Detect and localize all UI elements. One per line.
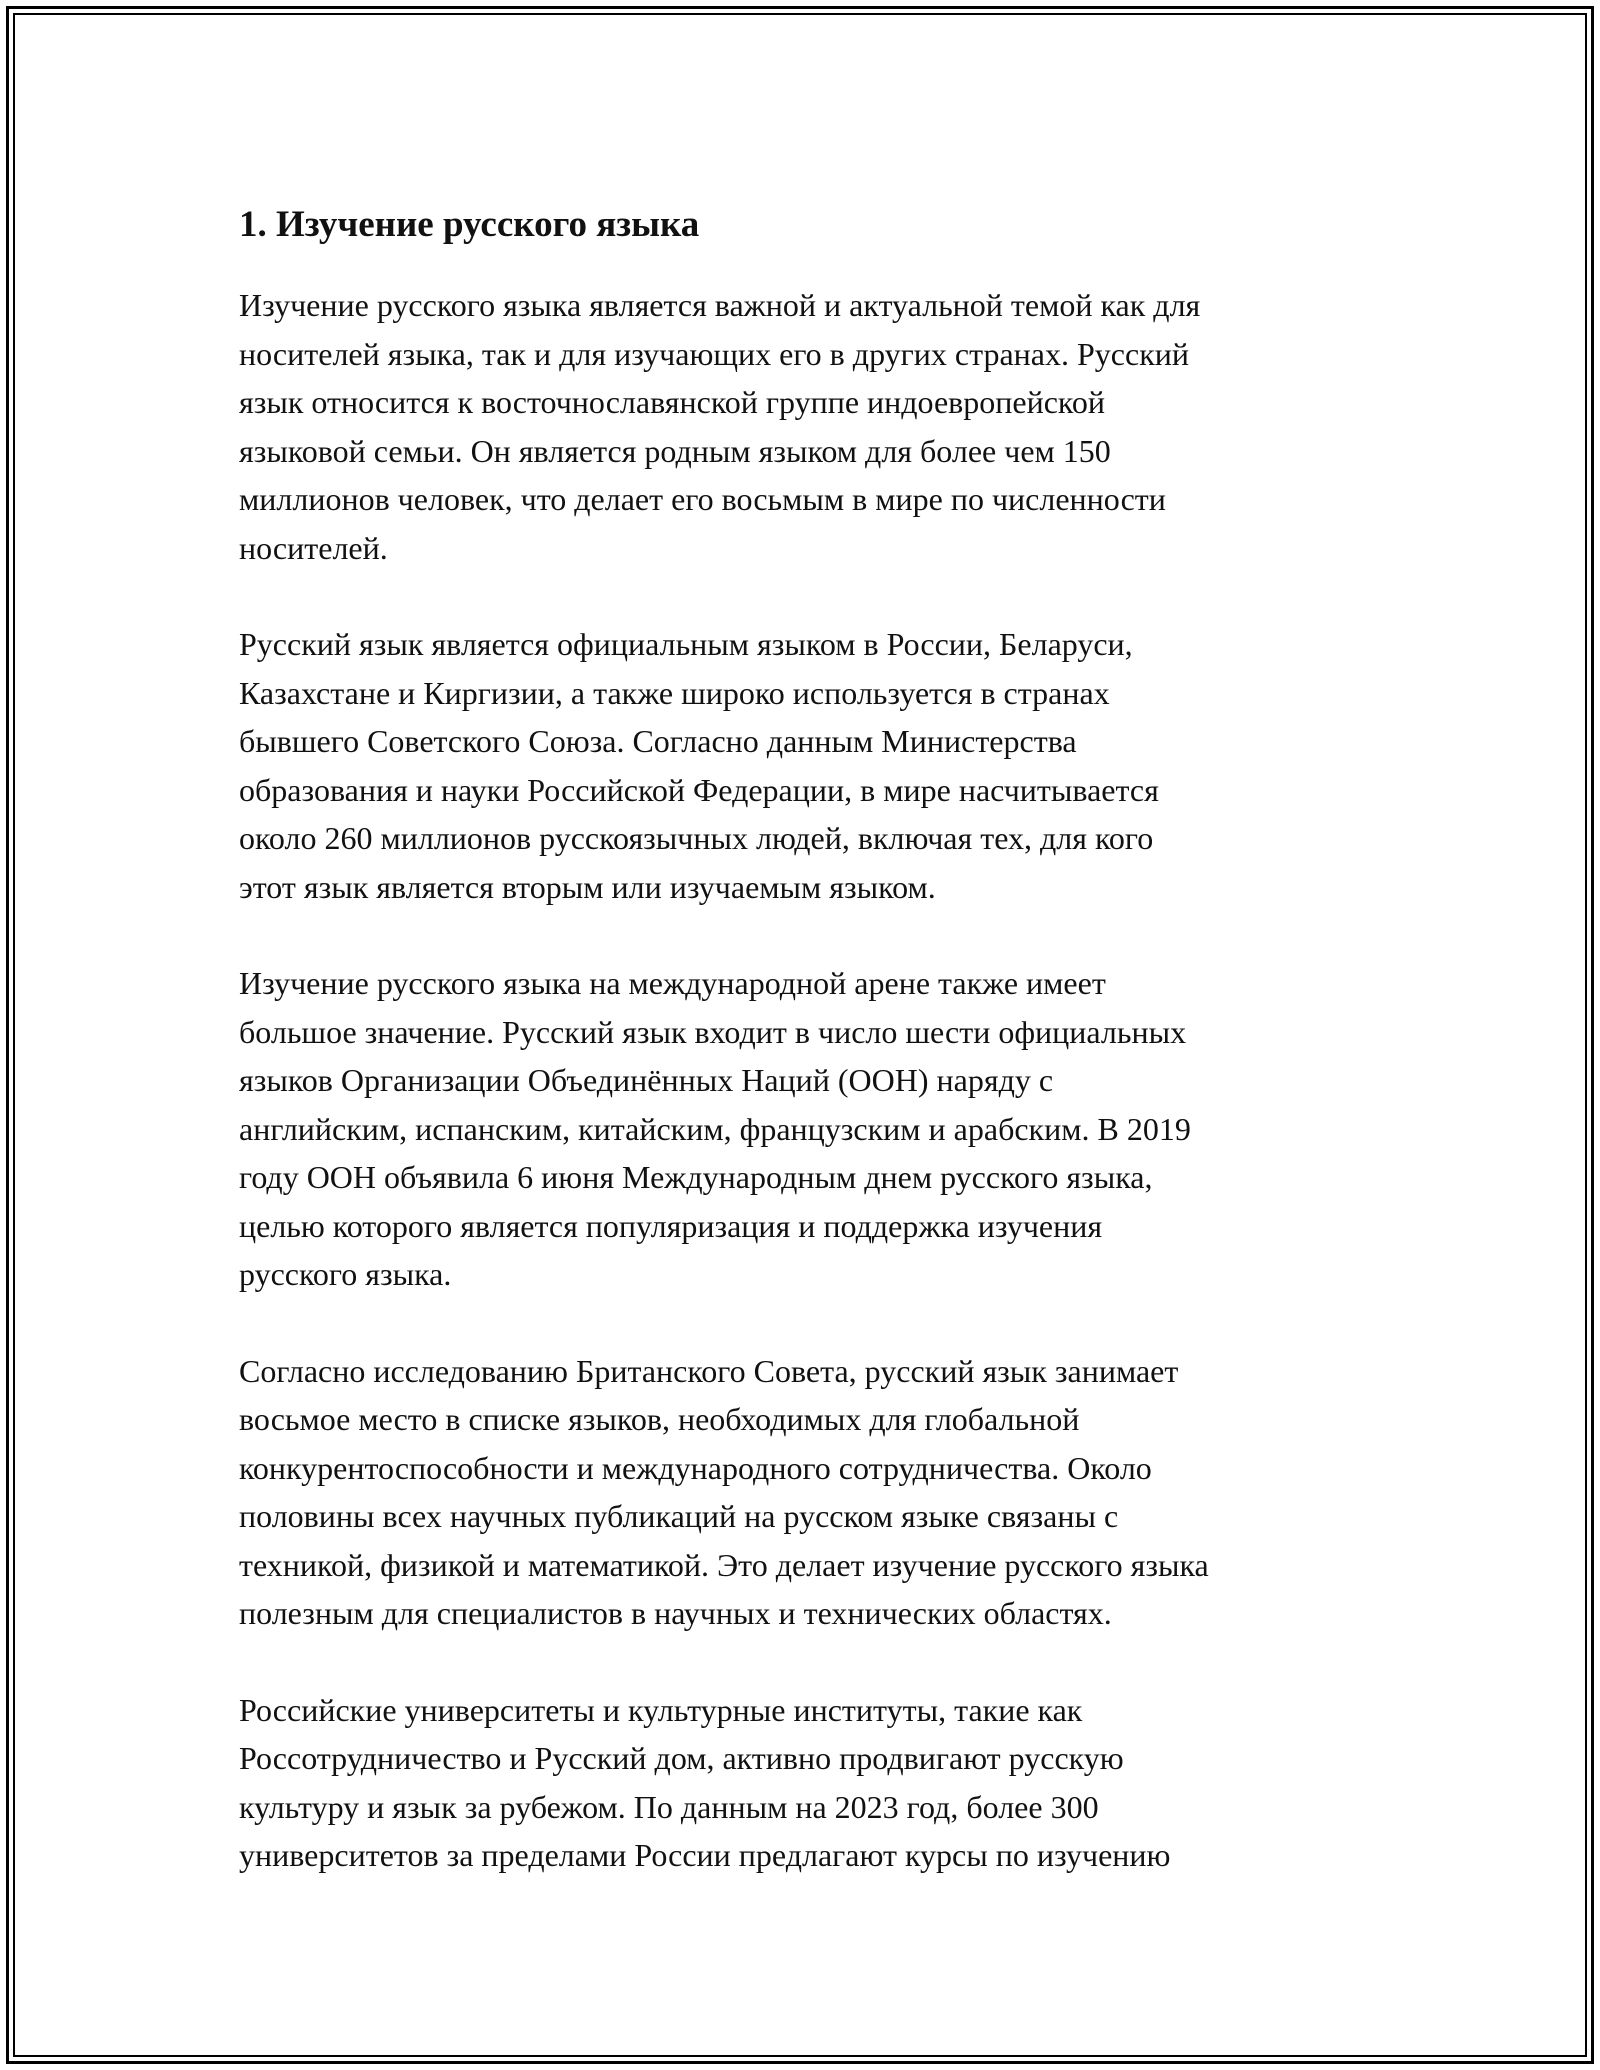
text-line: культуру и язык за рубежом. По данным на 2023 год, более 300 <box>239 1788 1099 1825</box>
text-line: половины всех научных публикаций на русском языке связаны с <box>239 1498 1119 1534</box>
text-line: целью которого является популяризация и поддержка изучения <box>239 1207 1103 1244</box>
section-heading: 1. Изучение русского языка <box>239 204 700 245</box>
text-line: году ООН объявила 6 июня Международным днем русского языка, <box>239 1159 1153 1195</box>
text-line: языков Организации Объединённых Наций (ООН) наряду с <box>239 1062 1054 1098</box>
text-line: около 260 миллионов русскоязычных людей, включая тех, для кого <box>239 820 1154 856</box>
text-line: большое значение. Русский язык входит в число шести официальных <box>239 1013 1187 1050</box>
text-line: Казахстане и Киргизии, а также широко используется в странах <box>239 674 1110 711</box>
text-line: русского языка. <box>239 1256 452 1292</box>
text-line: Изучение русского языка является важной и актуальной темой как для <box>239 287 1201 323</box>
paragraph-list <box>239 281 1389 1880</box>
text-line: университетов за пределами России предлагают курсы по изучению <box>239 1837 1171 1873</box>
paragraph-4 <box>239 1347 1389 1638</box>
text-line: Изучение русского языка на международной арене также имеет <box>239 965 1106 1001</box>
text-line: полезным для специалистов в научных и технических областях. <box>239 1595 1112 1631</box>
text-line: языковой семьи. Он является родным языком для более чем 150 <box>239 432 1111 469</box>
text-line: образования и науки Российской Федерации, в мире насчитывается <box>239 771 1159 808</box>
text-line: носителей. <box>239 529 388 566</box>
paragraph-3 <box>239 959 1389 1299</box>
text-line: техникой, физикой и математикой. Это делает изучение русского языка <box>239 1546 1209 1583</box>
text-line: миллионов человек, что делает его восьмым в мире по численности <box>239 481 1166 517</box>
text-line: этот язык является вторым или изучаемым языком. <box>239 868 936 905</box>
text-line: язык относится к восточнославянской группе индоевропейской <box>239 384 1105 420</box>
document-content <box>239 197 1389 1928</box>
text-line: Россотрудничество и Русский дом, активно продвигают русскую <box>239 1740 1124 1776</box>
text-line: английским, испанским, китайским, французским и арабским. В 2019 <box>239 1110 1191 1147</box>
text-line: бывшего Советского Союза. Согласно данным Министерства <box>239 723 1077 759</box>
paragraph-2 <box>239 620 1389 911</box>
text-line: Российские университеты и культурные институты, такие как <box>239 1691 1083 1728</box>
text-line: Русский язык является официальным языком в России, Беларуси, <box>239 626 1133 662</box>
text-line: Согласно исследованию Британского Совета, русский язык занимает <box>239 1352 1179 1389</box>
document-page <box>6 6 1594 2064</box>
text-line: носителей языка, так и для изучающих его в других странах. Русский <box>239 335 1189 372</box>
text-line: конкурентоспособности и международного сотрудничества. Около <box>239 1449 1152 1486</box>
paragraph-5 <box>239 1686 1389 1880</box>
paragraph-1 <box>239 281 1389 572</box>
text-line: восьмое место в списке языков, необходимых для глобальной <box>239 1401 1080 1437</box>
